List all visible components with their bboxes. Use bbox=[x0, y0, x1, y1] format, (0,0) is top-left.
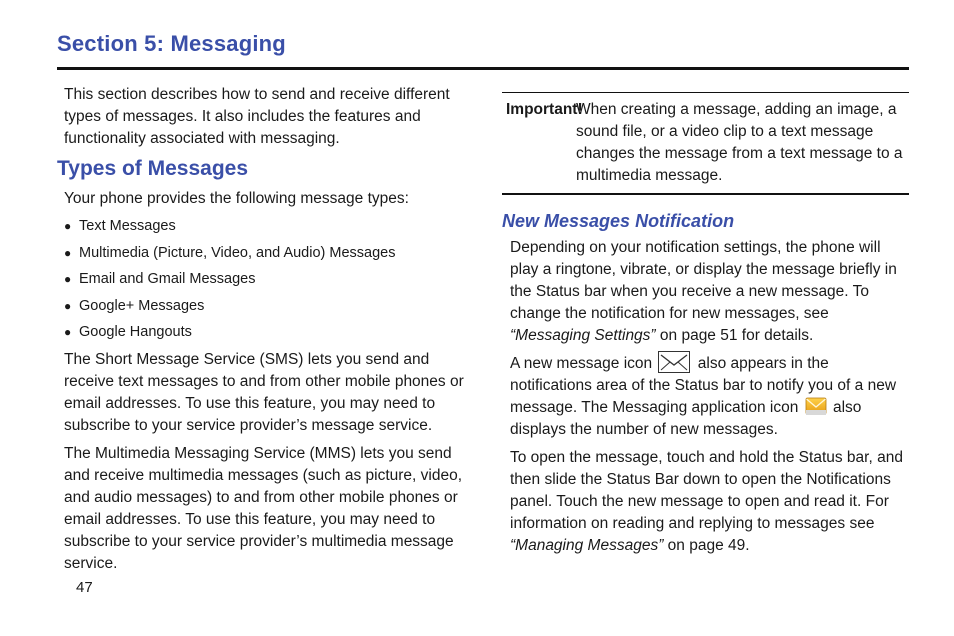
types-heading: Types of Messages bbox=[57, 157, 249, 180]
page-number: 47 bbox=[76, 579, 93, 596]
important-label: Important! bbox=[506, 101, 583, 118]
intro-paragraph: This section describes how to send and receive different types of messages. It also includes the features and functionality associated with messaging. bbox=[64, 86, 450, 147]
types-intro: Your phone provides the following message types: bbox=[64, 190, 409, 207]
managing-messages-link[interactable]: “Managing Messages” bbox=[510, 537, 664, 555]
bullet-icon: ● bbox=[64, 325, 72, 339]
notification-paragraph-1: Depending on your notification settings, the phone will play a ringtone, vibrate, or display the message briefly in the Status bar when you receive a new message. To change the notification for new messages, see “Messaging Settings” on page 51 for details. bbox=[510, 239, 897, 344]
bullet-icon: ● bbox=[64, 219, 72, 233]
notification-heading: New Messages Notification bbox=[502, 211, 735, 231]
envelope-icon bbox=[658, 351, 690, 373]
title-divider bbox=[57, 67, 909, 70]
page-title: Section 5: Messaging bbox=[57, 31, 286, 56]
notification-paragraph-3: To open the message, touch and hold the Status bar, and then slide the Status Bar down to open the Notifications panel. Touch the new message to open and read it. For information on reading and replying to messages see “Managing Messages” on page 49. bbox=[510, 449, 903, 555]
bullet-icon: ● bbox=[64, 272, 72, 286]
important-note bbox=[502, 92, 909, 195]
important-text: When creating a message, adding an image, a sound file, or a video clip to a text message changes the message from a text message to a multimedia message. bbox=[576, 101, 903, 184]
bullet-icon: ● bbox=[64, 298, 72, 313]
right-column bbox=[502, 92, 909, 563]
list-item: ● Google Hangouts bbox=[64, 324, 192, 340]
sms-paragraph: The Short Message Service (SMS) lets you send and receive text messages to and from other mobile phones or email addresses. To use this feature, you may need to subscribe to your service provider’s message service. bbox=[64, 350, 464, 434]
list-item: ● Text Messages bbox=[64, 218, 176, 234]
messaging-app-icon bbox=[805, 395, 827, 417]
list-item: ● Google+ Messages bbox=[64, 297, 205, 314]
mms-paragraph: The Multimedia Messaging Service (MMS) lets you send and receive multimedia messages (such as picture, video, and audio messages) to and from other mobile phones or email addresses. To use this feature, you may need to subscribe to your service provider’s multimedia message service. bbox=[64, 444, 463, 572]
notification-body bbox=[502, 237, 909, 557]
list-item: ● Multimedia (Picture, Video, and Audio) Messages bbox=[64, 244, 396, 261]
types-list bbox=[64, 216, 474, 342]
list-item: ● Email and Gmail Messages bbox=[64, 271, 256, 287]
messaging-settings-link[interactable]: “Messaging Settings” bbox=[510, 327, 656, 344]
bullet-icon: ● bbox=[64, 245, 72, 260]
notification-paragraph-2: A new message icon also appears in the notifications area of the Status bar to notify you of a new message. The Messaging application icon also displays the number of new messages. bbox=[510, 353, 909, 441]
left-column bbox=[57, 84, 474, 581]
